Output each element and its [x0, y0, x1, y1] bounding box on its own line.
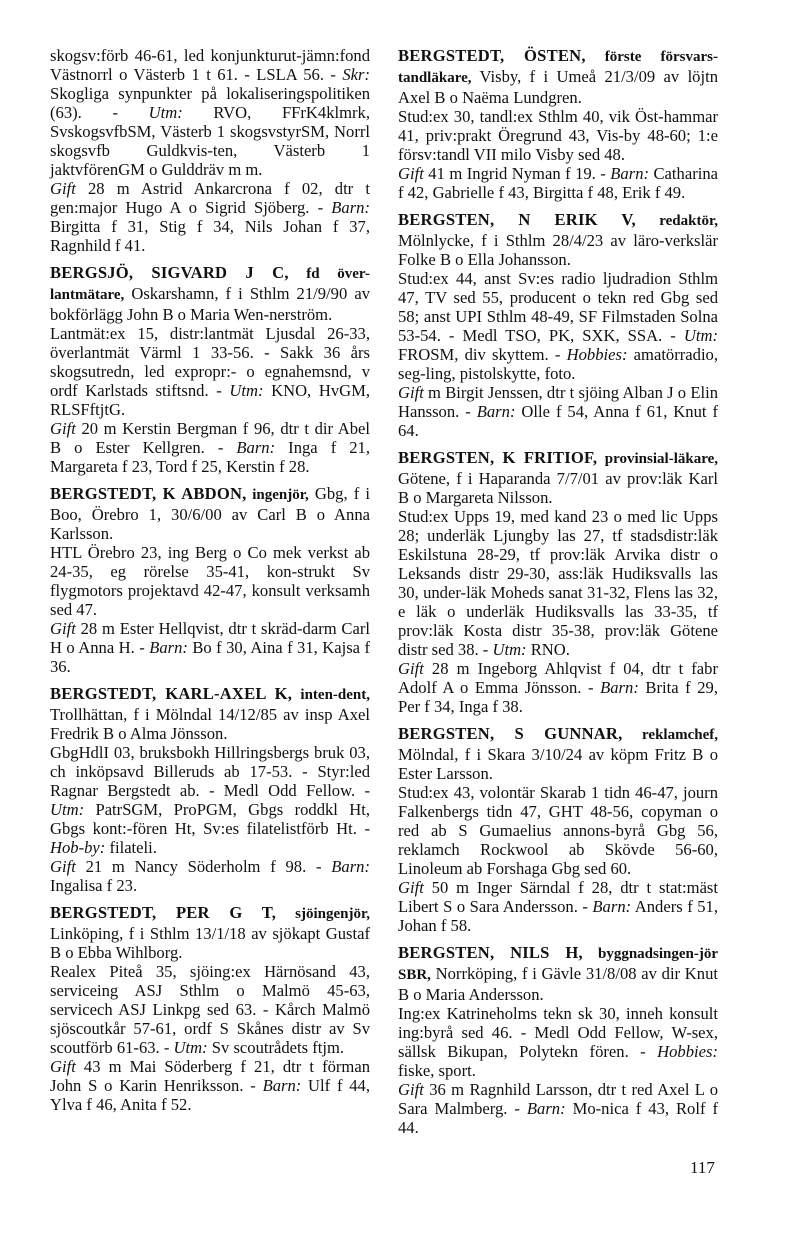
text: Sv scoutrådets ftjm. — [207, 1038, 345, 1057]
text: 21 m Nancy Söderholm f 98. - — [75, 857, 332, 876]
career-line — [50, 324, 370, 419]
entry-intro: Norrköping, f i Gävle 31/8/08 av dir Knut B o Maria Andersson. — [398, 964, 718, 1004]
text: Stud:ex 43, volontär Skarab 1 tidn 46-47, journ Falkenbergs tidn 47, GHT 48-56, copyman o red ab S Gumaelius annons-byrå Gbg 56, reklamch Rockwool ab Skövde 56-60, Linoleum ab Forshaga Gbg sed 60. — [398, 783, 718, 878]
entry-heading — [50, 684, 370, 743]
label: Barn: — [262, 1076, 302, 1095]
label: Gift — [398, 164, 424, 183]
entry-heading — [398, 724, 718, 783]
text: 28 m Ingeborg Ahlqvist f 04, dtr t fabr Adolf A o Emma Jönsson. - — [398, 659, 718, 697]
label: Utm: — [229, 381, 264, 400]
entry-name: BERGSJÖ, SIGVARD J C, — [50, 263, 289, 282]
entry-intro: Oskarshamn, f i Sthlm 21/9/90 av bokförlägg John B o Maria Wen-nerström. — [50, 284, 370, 324]
text: 36 m Ragnhild Larsson, dtr t red Axel L o Sara Malmberg. - — [398, 1080, 718, 1118]
label: Hobbies: — [566, 345, 628, 364]
career-line — [398, 107, 718, 164]
text: fiske, sport. — [398, 1061, 476, 1080]
entry-bergstedt-osten — [398, 46, 718, 202]
entry-title: ingenjör, — [246, 487, 309, 503]
label: Barn: — [149, 638, 188, 657]
entry-title: provinsial-läkare, — [597, 451, 718, 467]
career-line — [50, 743, 370, 857]
entry-title: redaktör, — [635, 213, 718, 229]
entry-name: BERGSTEN, S GUNNAR, — [398, 724, 623, 743]
label: Gift — [50, 179, 76, 198]
family-line — [50, 419, 370, 476]
label: Gift — [50, 619, 76, 638]
text: Inga f 21, Margareta f 23, Tord f 25, Kerstin f 28. — [50, 438, 371, 476]
text: Bo f 30, Aina f 31, Kajsa f 36. — [50, 638, 370, 676]
entry-title: byggnadsingen-jör SBR, — [398, 946, 719, 983]
entry-heading — [50, 263, 370, 324]
text: RVO, FFrK4klmrk, SvskogsvfbSM, Västerb 1 skogsvstyrSM, Norrl skogsvfb Guldkvis-ten, Västerb 1 jaktvförenGM o Gulddräv m m. — [50, 103, 370, 179]
family-line — [398, 383, 718, 440]
career-line — [398, 507, 718, 659]
label: Gift — [398, 878, 424, 897]
label: Hob-by: — [50, 838, 106, 857]
family-line — [50, 857, 370, 895]
text: m Birgit Jenssen, dtr t sjöing Alban J o Elin Hansson. - — [398, 383, 718, 421]
label: Barn: — [610, 164, 650, 183]
family-line — [398, 164, 718, 202]
family-line — [50, 179, 370, 255]
text: Anders f 51, Johan f 58. — [398, 897, 718, 935]
text: Stud:ex 30, tandl:ex Sthlm 40, vik Öst-hammar 41, priv:prakt Öregrund 43, Vis-by 48-60; 1:e försv:tandl VII milo Visby sed 48. — [398, 107, 718, 164]
text: Brita f 29, Per f 34, Inga f 38. — [398, 678, 718, 716]
career-line — [50, 543, 370, 619]
text: 50 m Inger Särndal f 28, dtr t stat:mäst Libert S o Sara Andersson. - — [398, 878, 718, 916]
label: Barn: — [600, 678, 639, 697]
entry-title: fd över-lantmätare, — [50, 266, 370, 303]
label: Gift — [398, 383, 424, 402]
label: Utm: — [173, 1038, 208, 1057]
entry-bergstedt-abdon — [50, 484, 370, 676]
text: Ingalisa f 23. — [50, 876, 138, 895]
entry-intro: Visby, f i Umeå 21/3/09 av löjtn Axel B o Naëma Lundgren. — [398, 67, 718, 107]
text: Realex Piteå 35, sjöing:ex Härnösand 43, serviceing ASJ Sthlm o Malmö 45-63, servicech ASJ Linkpg sed 63. - Kårch Malmö sjöscoutkår 57-61, ordf S Skånes distr av Sv scoutförb 61-63. - — [50, 962, 370, 1057]
entry-title: reklamchef, — [622, 727, 718, 743]
entry-text — [50, 46, 370, 179]
entry-name: BERGSTEDT, KARL-AXEL K, — [50, 684, 293, 703]
family-line — [398, 659, 718, 716]
text: Catharina f 42, Gabrielle f 43, Birgitta f 48, Erik f 49. — [398, 164, 718, 202]
text: Skogliga synpunkter på lokaliseringspolitiken (63). - — [50, 84, 370, 122]
label: Utm: — [683, 326, 718, 345]
career-line — [398, 1004, 718, 1080]
label: Barn: — [236, 438, 276, 457]
text: FROSM, div skyttem. - — [398, 345, 567, 364]
entry-heading — [50, 903, 370, 962]
entry-title: förste försvars-tandläkare, — [398, 49, 719, 86]
entry-title: sjöingenjör, — [276, 906, 370, 922]
text: skogsv:förb 46-61, led konjunkturut-jämn:fond Västnorrl o Västerb 1 t 61. - LSLA 56. - — [50, 46, 370, 84]
label: Barn: — [526, 1099, 566, 1118]
entry-name: BERGSTEDT, PER G T, — [50, 903, 277, 922]
entry-heading — [50, 484, 370, 543]
entry-intro: Mölndal, f i Skara 3/10/24 av köpm Fritz B o Ester Larsson. — [398, 745, 718, 783]
family-line — [50, 619, 370, 676]
text: 28 m Ester Hellqvist, dtr t skräd-darm Carl H o Anna H. - — [50, 619, 370, 657]
label: Utm: — [50, 800, 85, 819]
family-line — [398, 878, 718, 935]
page-number: 117 — [690, 1158, 715, 1177]
entry-bergsten-nils — [398, 943, 718, 1137]
entry-heading — [398, 943, 718, 1004]
family-line — [398, 1080, 718, 1137]
label: Barn: — [331, 857, 370, 876]
text: GbgHdlI 03, bruksbokh Hillringsbergs bruk 03, ch inköpsavd Billeruds ab 17-53. - Styr:led Ragnar Bergstedt ab. - Medl Odd Fellow. - — [50, 743, 370, 800]
entry-intro: Mölnlycke, f i Sthlm 28/4/23 av läro-verkslär Folke B o Ella Johansson. — [398, 231, 718, 269]
entry-name: BERGSTEN, NILS H, — [398, 943, 583, 962]
text: amatörradio, seg-ling, pistolskytte, foto. — [398, 345, 718, 383]
entry-name: BERGSTEDT, K ABDON, — [50, 484, 247, 503]
label: Skr: — [342, 65, 370, 84]
entry-bergstedt-per — [50, 903, 370, 1114]
text: filateli. — [105, 838, 157, 857]
entry-name: BERGSTEN, N ERIK V, — [398, 210, 636, 229]
entry-intro: Gbg, f i Boo, Örebro 1, 30/6/00 av Carl B o Anna Karlsson. — [50, 484, 370, 543]
text: PatrSGM, ProPGM, Gbgs roddkl Ht, Gbgs kont:-fören Ht, Sv:es filatelistförb Ht. - — [50, 800, 370, 838]
career-line — [398, 269, 718, 383]
entry-name: BERGSTEDT, ÖSTEN, — [398, 46, 586, 65]
label: Utm: — [492, 640, 527, 659]
entry-heading — [398, 210, 718, 269]
label: Barn: — [592, 897, 632, 916]
left-column — [50, 46, 370, 1122]
entry-bergstedt-karl-axel — [50, 684, 370, 895]
label: Utm: — [148, 103, 183, 122]
entry-bergsten-erik — [398, 210, 718, 440]
entry-bergsten-gunnar — [398, 724, 718, 935]
text: Ulf f 44, Ylva f 46, Anita f 52. — [50, 1076, 370, 1114]
label: Barn: — [476, 402, 516, 421]
entry-name: BERGSTEN, K FRITIOF, — [398, 448, 598, 467]
text: Lantmät:ex 15, distr:lantmät Ljusdal 26-33, överlantmät Värml 1 33-56. - Sakk 36 års skogsutredn, led expropr:- o egnahemsnd, v ordf Karlstads stiftsnd. - — [50, 324, 370, 400]
entry-heading — [398, 448, 718, 507]
label: Hobbies: — [657, 1042, 718, 1061]
label: Gift — [50, 857, 76, 876]
career-line — [398, 783, 718, 878]
entry-heading — [398, 46, 718, 107]
entry-intro: Trollhättan, f i Mölndal 14/12/85 av insp Axel Fredrik B o Alma Jönsson. — [50, 705, 370, 743]
entry-continuation — [50, 46, 370, 255]
text: HTL Örebro 23, ing Berg o Co mek verkst ab 24-35, eg rörelse 35-41, kon-strukt Sv flygmotors projektavd 42-47, konsult verksamh sed 47. — [50, 543, 370, 619]
text: RNO. — [526, 640, 570, 659]
text: Olle f 54, Anna f 61, Knut f 64. — [398, 402, 718, 440]
label: Barn: — [331, 198, 370, 217]
text: 43 m Mai Söderberg f 21, dtr t förman John S o Karin Henriksson. - — [50, 1057, 370, 1095]
text: KNO, HvGM, RLSFftjtG. — [50, 381, 371, 419]
label: Gift — [50, 1057, 76, 1076]
text: 20 m Kerstin Bergman f 96, dtr t dir Abel B o Ester Kellgren. - — [50, 419, 370, 457]
text: Stud:ex Upps 19, med kand 23 o med lic Upps 28; underläk Ljungby las 27, tf stadsdistr:läk Eskilstuna 28-29, tf prov:läk Arvika distr o Leksands distr 29-30, ass:läk Hudiksvalls las 30, under-läk Moheds sanat 31-32, Flens las 32, e läk o underläk Hudiksvalls las 33-35, tf prov:läk Kosta distr 35-38, prov:läk Götene distr sed 38. - — [398, 507, 718, 659]
entry-title: inten-dent, — [292, 687, 370, 703]
label: Gift — [398, 1080, 424, 1099]
text: 28 m Astrid Ankarcrona f 02, dtr t gen:major Hugo A o Sigrid Sjöberg. - — [50, 179, 370, 217]
family-line — [50, 1057, 370, 1114]
text: 41 m Ingrid Nyman f 19. - — [423, 164, 611, 183]
text: Stud:ex 44, anst Sv:es radio ljudradion Sthlm 47, TV sed 55, producent o tekn red Gbg sed 58; anst UPI Sthlm 48-49, SF Filmstaden Solna 53-54. - Medl TSO, PK, SXK, SSA. - — [398, 269, 718, 345]
entry-bergsjo-sigvard — [50, 263, 370, 476]
label: Gift — [50, 419, 76, 438]
text: Birgitta f 31, Stig f 34, Nils Johan f 37, Ragnhild f 41. — [50, 217, 370, 255]
entry-bergsten-fritiof — [398, 448, 718, 716]
entry-intro: Linköping, f i Sthlm 13/1/18 av sjökapt Gustaf B o Ebba Wihlborg. — [50, 924, 370, 962]
label: Gift — [398, 659, 424, 678]
entry-intro: Götene, f i Haparanda 7/7/01 av prov:läk Karl B o Margareta Nilsson. — [398, 469, 718, 507]
text: Ing:ex Katrineholms tekn sk 30, inneh konsult ing:byrå sed 46. - Medl Odd Fellow, W-sex, sällsk Bikupan, Polytekn fören. - — [398, 1004, 718, 1061]
career-line — [50, 962, 370, 1057]
text: Mo-nica f 43, Rolf f 44. — [398, 1099, 718, 1137]
right-column — [398, 46, 718, 1145]
